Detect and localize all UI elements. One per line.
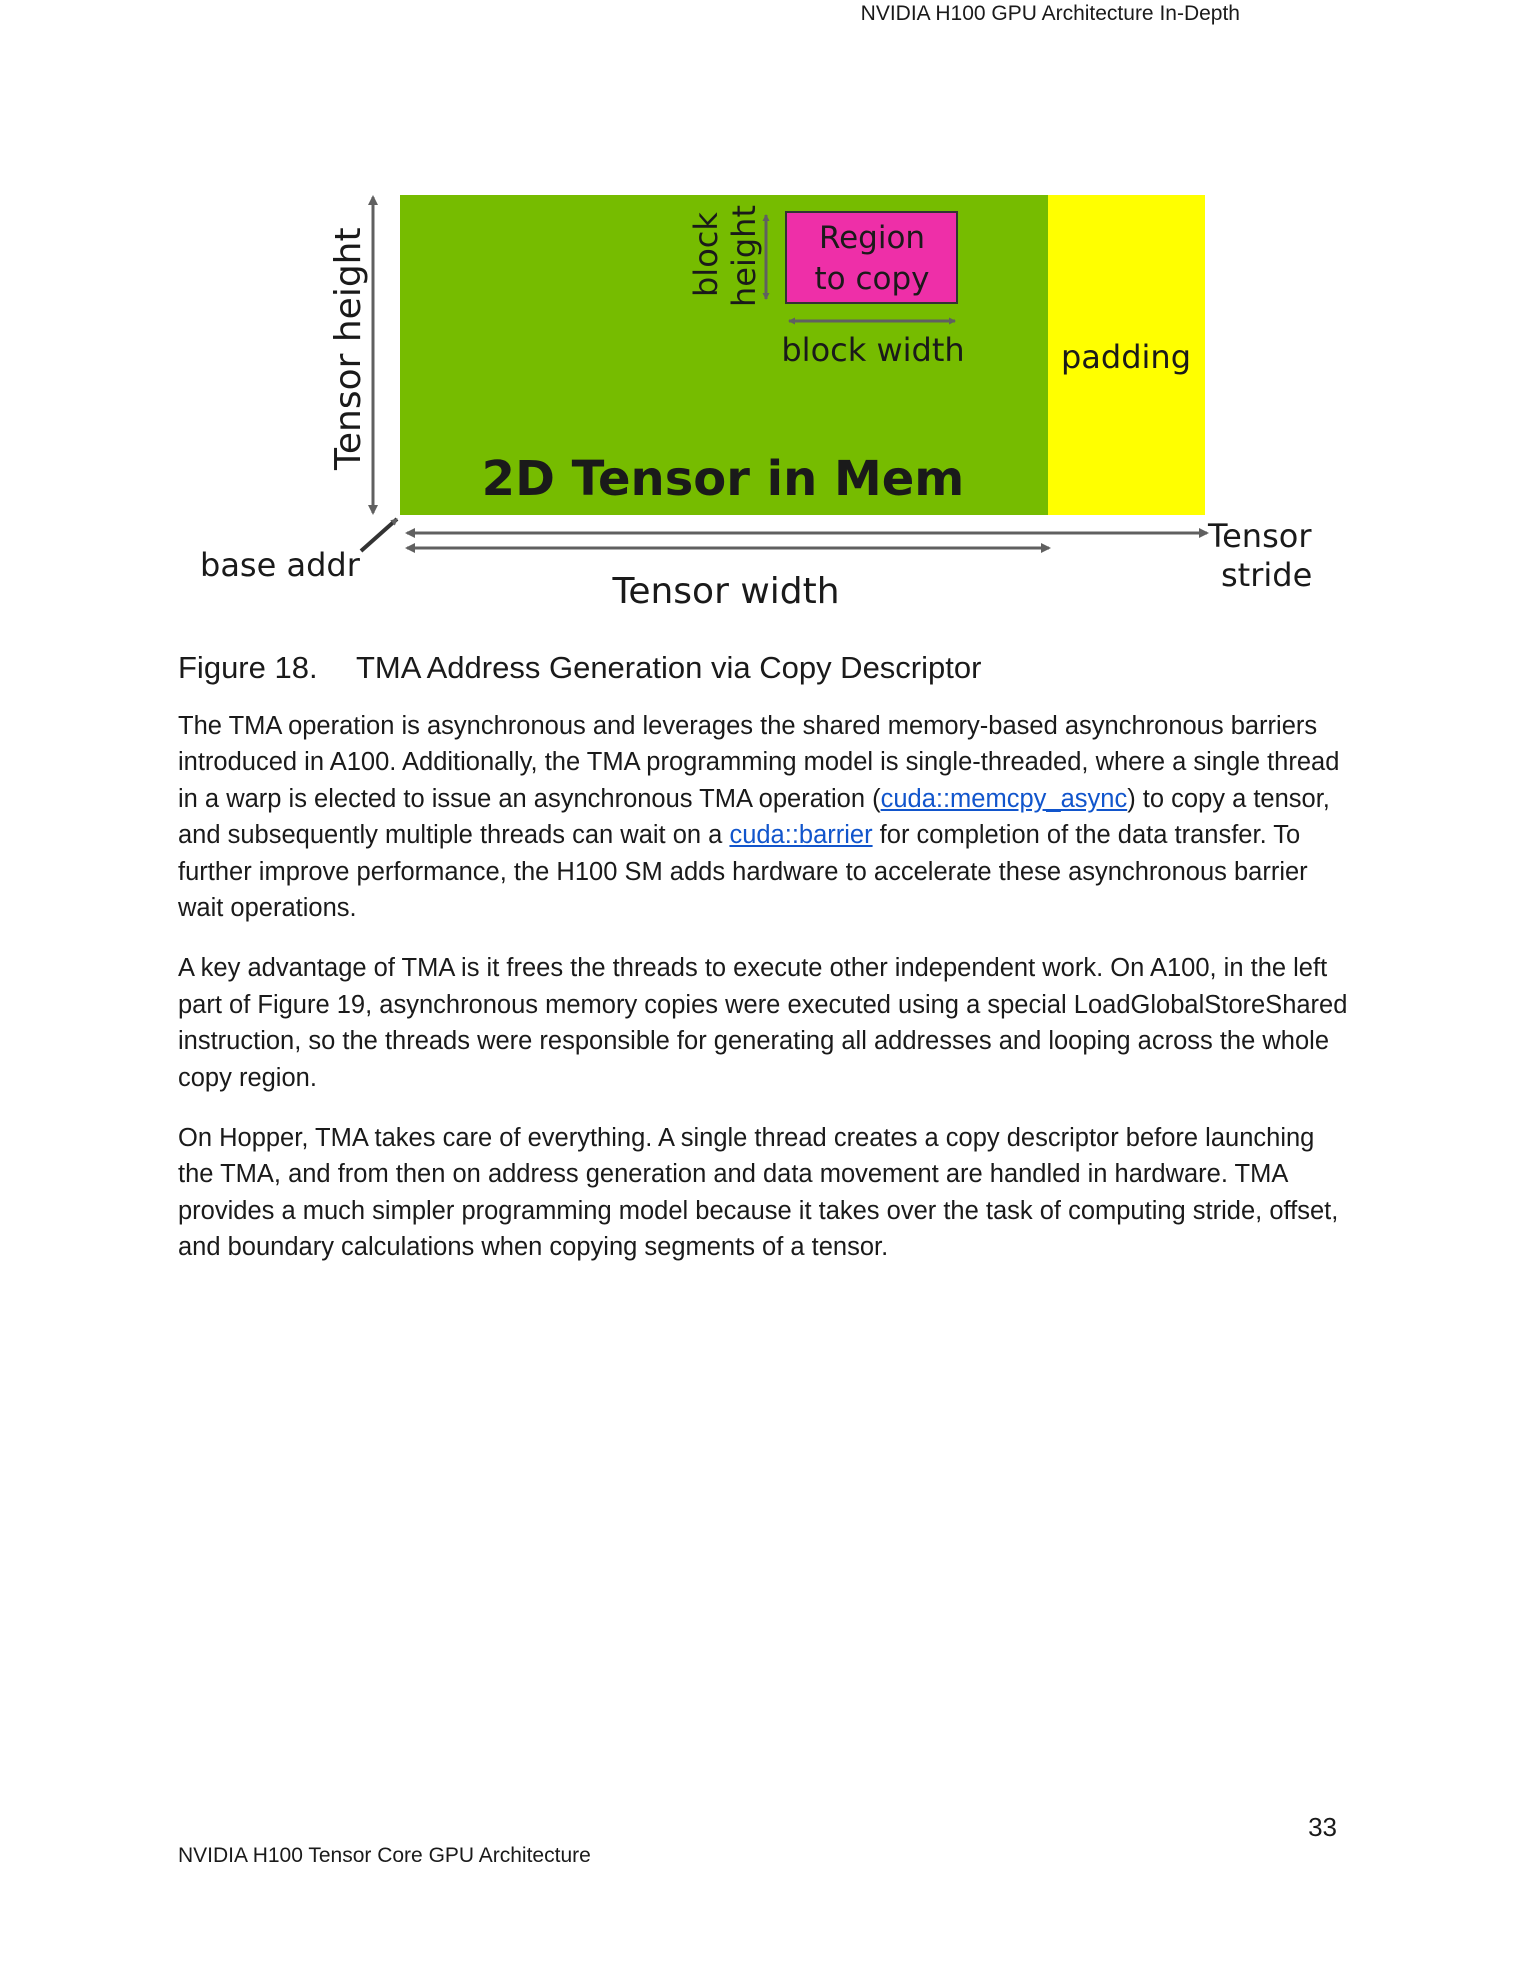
figure-caption-label: Figure 18. <box>178 650 318 685</box>
paragraph-1-part-2: ) to copy a tensor, and subsequently multiple threads can wait on a <box>178 784 1330 850</box>
paragraph-tma-advantage: A key advantage of TMA is it frees the threads to execute other independent work. On A100, in the left part of Figure 19, asynchronous memory copies were executed using a special LoadGlobalStoreShared instruction, so the threads were responsible for generating all addresses and looping across the whole copy region. <box>178 954 1348 1092</box>
paragraph-hopper-tma: On Hopper, TMA takes care of everything. A single thread creates a copy descriptor before launching the TMA, and from then on address generation and data movement are handled in hardware. TMA provides a much simpler programming model because it takes over the task of computing stride, offset, and boundary calculations when copying segments of a tensor. <box>178 1124 1339 1262</box>
body-text <box>178 708 1348 1290</box>
paragraph-tma-async <box>178 708 1348 926</box>
region-label-line1: Region <box>818 220 926 256</box>
padding-label: padding <box>1060 338 1192 376</box>
paragraph-1-part-1: The TMA operation is asynchronous and leverages the shared memory-based asynchronous barriers introduced in A100. Additionally, the TMA programming model is single-threaded, where a single thread in a warp is elected to issue an asynchronous TMA operation ( <box>178 712 1340 813</box>
height-label: height <box>725 205 763 307</box>
tensor-stride-label-line1: Tensor <box>1208 517 1312 555</box>
tma-address-diagram <box>185 185 1345 625</box>
barrier-link[interactable]: cuda::barrier <box>729 821 873 850</box>
tensor-title: 2D Tensor in Mem <box>481 451 965 507</box>
tensor-height-label: Tensor height <box>328 227 369 470</box>
tensor-width-label: Tensor width <box>612 571 840 612</box>
paragraph-1-part-3: for completion of the data transfer. To further improve performance, the H100 SM adds hardware to accelerate these asynchronous barrier wait operations. <box>178 821 1308 923</box>
base-addr-pointer <box>361 519 397 551</box>
region-label-line2: to copy <box>814 261 930 297</box>
figure-caption-text: TMA Address Generation via Copy Descriptor <box>356 650 982 685</box>
block-label: block <box>687 212 725 297</box>
tensor-stride-label-line2: stride <box>1221 556 1313 594</box>
figure-caption <box>178 650 981 686</box>
base-addr-label: base addr <box>200 546 360 584</box>
page-header-title: NVIDIA H100 GPU Architecture In-Depth <box>860 2 1240 25</box>
block-width-label: block width <box>781 331 965 369</box>
memcpy-async-link[interactable]: cuda::memcpy_async <box>880 784 1128 813</box>
page-footer-title: NVIDIA H100 Tensor Core GPU Architecture <box>178 1844 591 1867</box>
page-number: 33 <box>1308 1812 1337 1842</box>
